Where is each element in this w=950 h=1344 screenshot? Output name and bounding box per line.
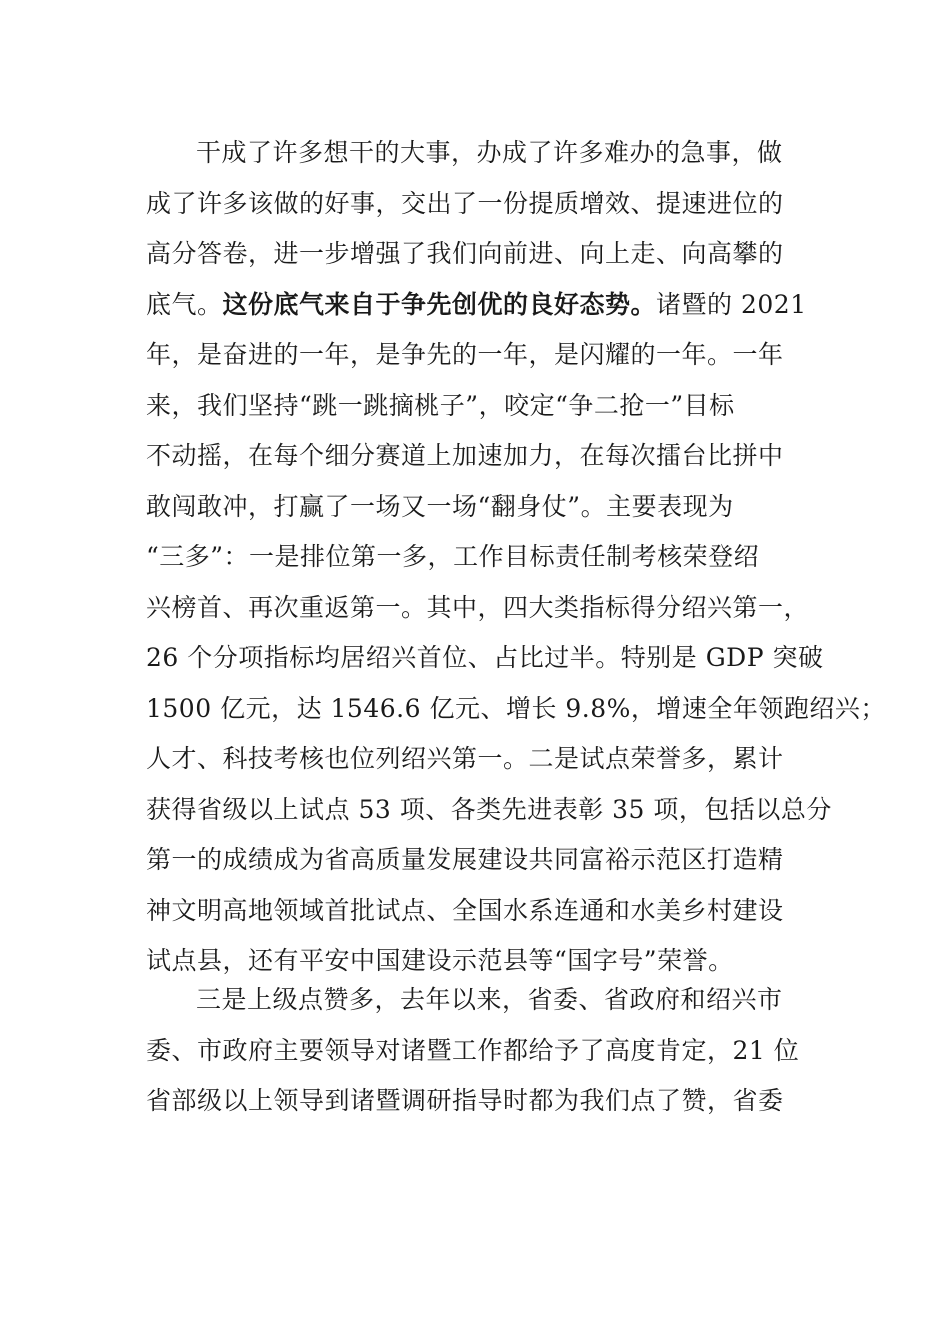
text-line: 兴榜首、再次重返第一。其中，四大类指标得分绍兴第一， [146, 592, 810, 622]
text-line: “三多”：一是排位第一多，工作目标责任制考核荣登绍 [146, 542, 760, 571]
text-line: 神文明高地领域首批试点、全国水系连通和水美乡村建设 [146, 895, 784, 925]
text-line: 获得省级以上试点 53 项、各类先进表彰 35 项，包括以总分 [146, 794, 832, 824]
paragraph-2 [146, 975, 826, 1127]
text-line: 试点县，还有平安中国建设示范县等“国字号”荣誉。 [146, 946, 734, 975]
text-line: 省部级以上领导到诸暨调研指导时都为我们点了赞，省委 [146, 1086, 784, 1115]
bold-heading-sentence: 这份底气来自于争先创优的良好态势。 [222, 289, 657, 319]
text-line: 敢闯敢冲，打赢了一场又一场“翻身仗”。主要表现为 [146, 491, 734, 521]
text-line-mixed [146, 280, 826, 331]
text-line: 人才、科技考核也位列绍兴第一。二是试点荣誉多，累计 [146, 744, 784, 773]
text-line: 三是上级点赞多，去年以来，省委、省政府和绍兴市 [196, 985, 783, 1014]
text-line: 高分答卷，进一步增强了我们向前进、向上走、向高攀的 [146, 239, 784, 268]
text-line: 第一的成绩成为省高质量发展建设共同富裕示范区打造精 [146, 845, 784, 874]
text-line: 来，我们坚持“跳一跳摘桃子”，咬定“争二抢一”目标 [146, 390, 735, 420]
paragraph-1 [146, 128, 886, 987]
text-line: 26 个分项指标均居绍兴首位、占比过半。特别是 GDP 突破 [146, 643, 824, 672]
text-line: 成了许多该做的好事，交出了一份提质增效、提速进位的 [146, 188, 784, 218]
text-line: 委、市政府主要领导对诸暨工作都给予了高度肯定，21 位 [146, 1035, 800, 1065]
text-line: 不动摇，在每个细分赛道上加速加力，在每次擂台比拼中 [146, 441, 784, 470]
text-line: 干成了许多想干的大事，办成了许多难办的急事，做 [196, 138, 783, 167]
text-segment: 底气。 [146, 289, 223, 319]
text-line: 1500 亿元，达 1546.6 亿元、增长 9.8%，增速全年领跑绍兴； [146, 693, 886, 723]
text-segment: 诸暨的 2021 [656, 289, 807, 319]
text-line: 年，是奋进的一年，是争先的一年，是闪耀的一年。一年 [146, 340, 784, 369]
